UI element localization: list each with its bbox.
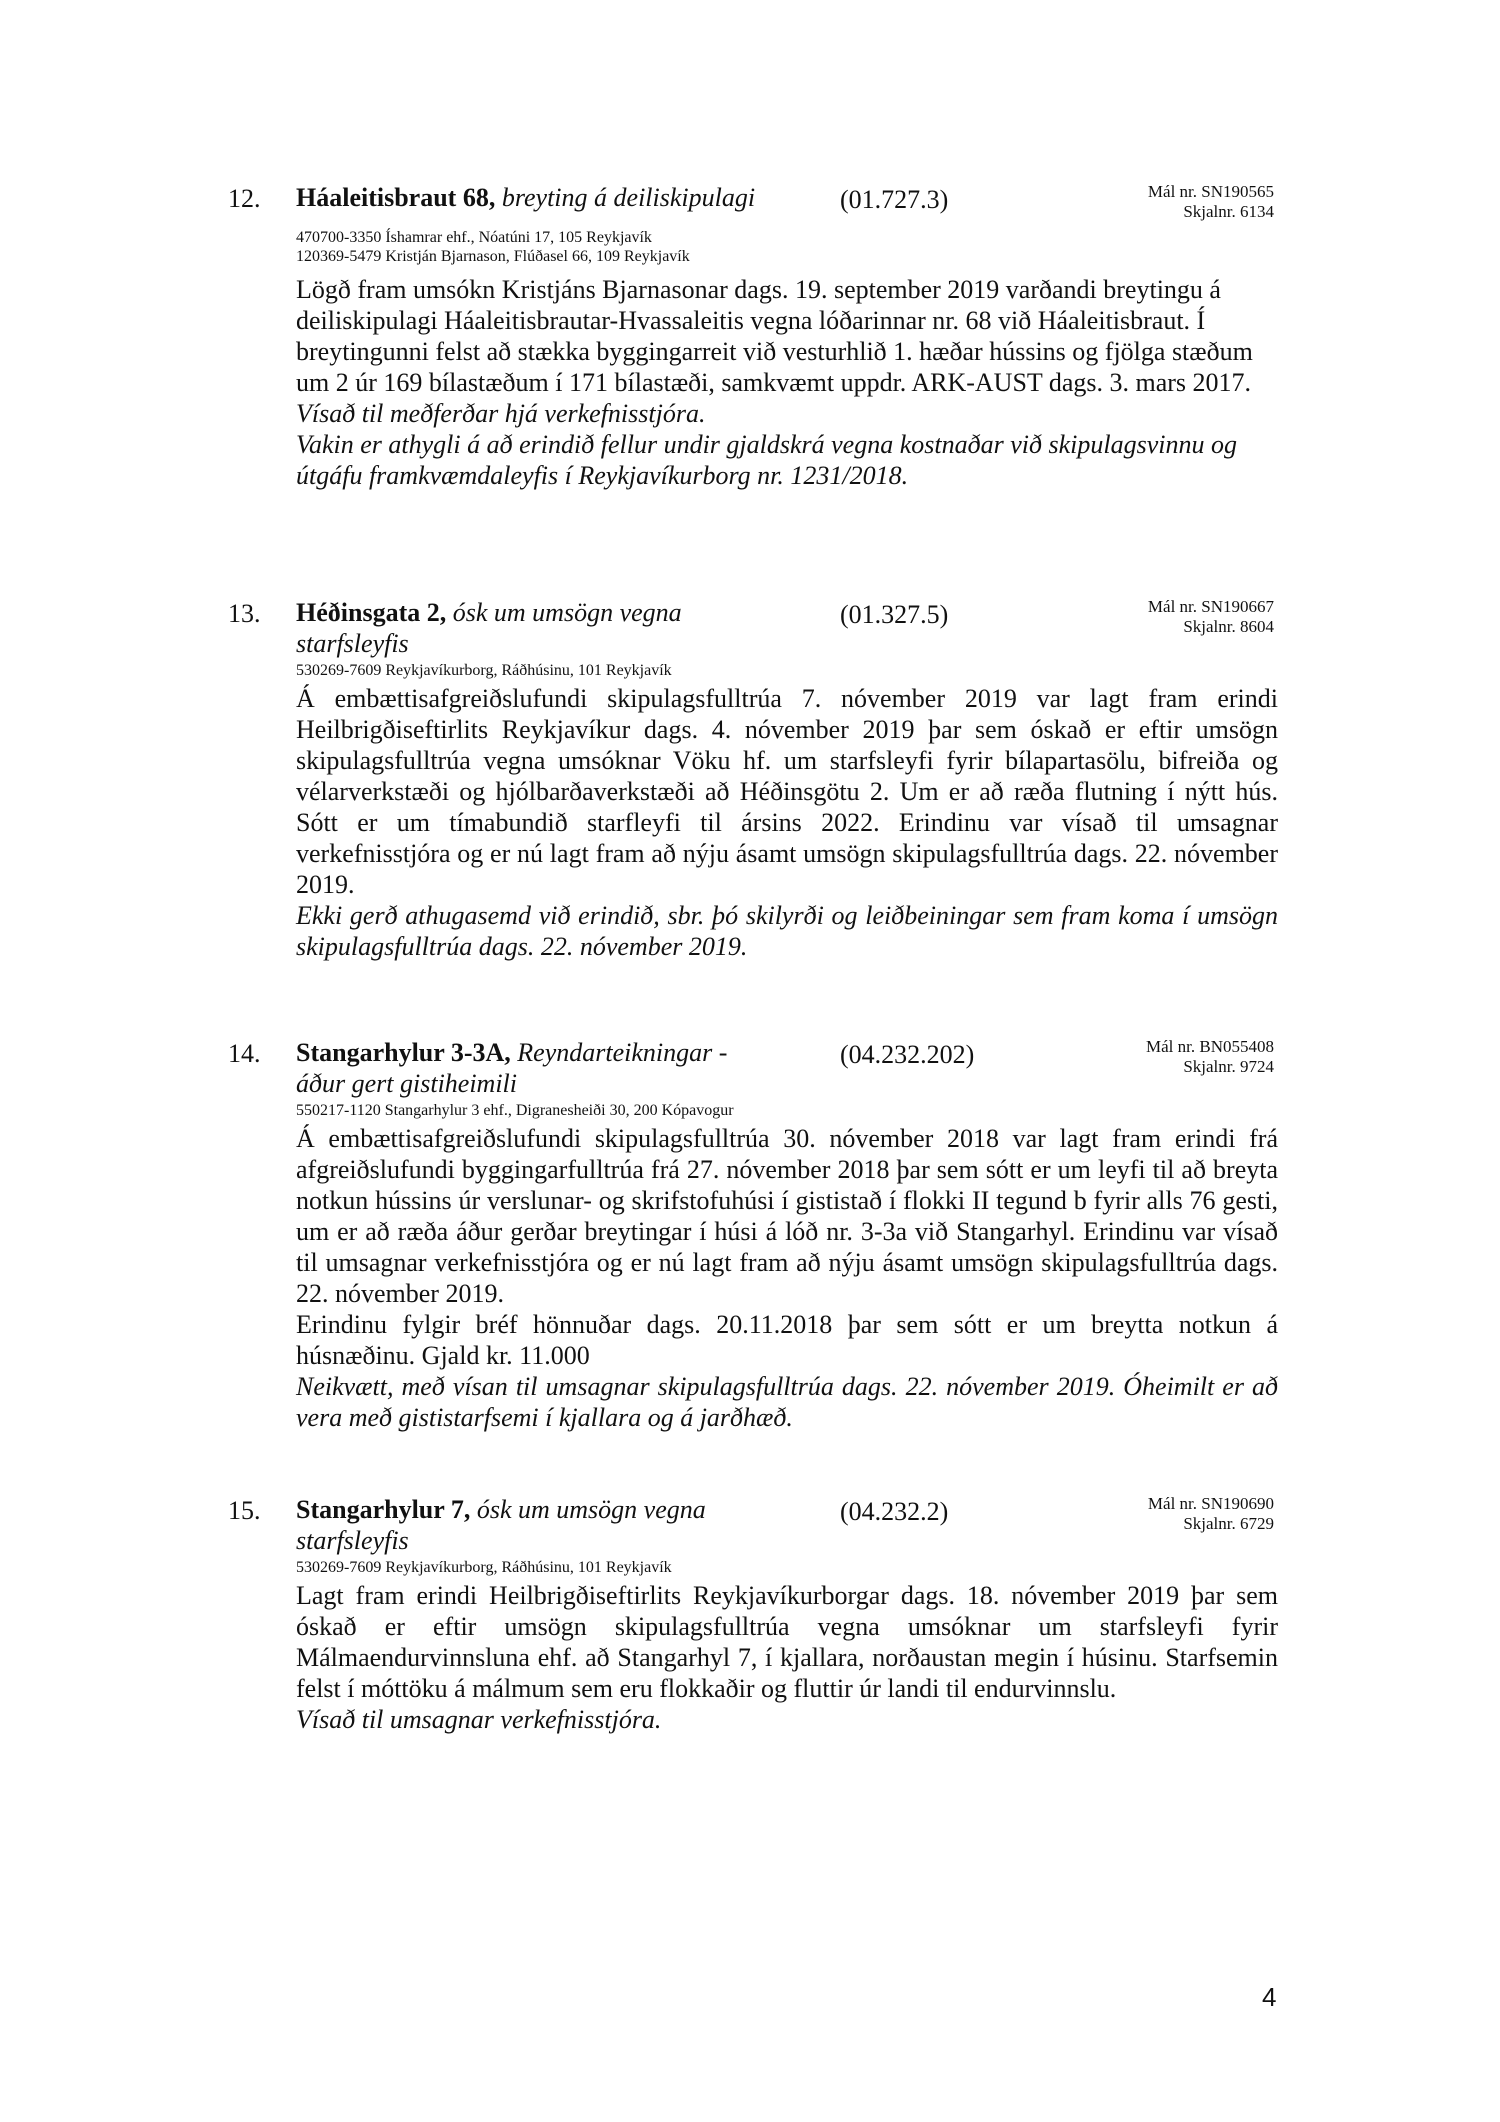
decision-text: Ekki gerð athugasemd við erindið, sbr. þó skilyrði og leiðbeiningar sem fram koma í umsögn skipulagsfulltrúa dags. 22. nóvember 2019.	[296, 901, 1278, 961]
decision-text: Vísað til umsagnar verkefnisstjóra.	[296, 1705, 662, 1734]
item-body	[296, 274, 1278, 491]
item-number: 12.	[228, 184, 261, 213]
party-line: 530269-7609 Reykjavíkurborg, Ráðhúsinu, 101 Reykjavík	[296, 1559, 672, 1576]
parties	[296, 661, 672, 680]
item-subtitle: breyting á deiliskipulagi	[501, 183, 756, 212]
item-number: 15.	[228, 1496, 261, 1525]
item-subtitle: ósk um umsögn vegna starfsleyfis	[296, 598, 682, 658]
item-body	[296, 1123, 1278, 1433]
case-number: Mál nr. SN190690	[1147, 1494, 1274, 1513]
case-references	[1148, 597, 1274, 637]
decision-text: Vísað til meðferðar hjá verkefnisstjóra.	[296, 399, 706, 428]
body-paragraph: Á embættisafgreiðslufundi skipulagsfulltrúa 7. nóvember 2019 var lagt fram erindi Heilbrigðiseftirlits Reykjavíkur dags. 4. nóvember 2019 þar sem óskað er eftir umsögn skipulagsfulltrúa vegna umsóknar Vöku hf. um starfsleyfi fyrir bílapartasölu, bifreiða og vélarverkstæði og hjólbarðaverkstæði að Héðinsgötu 2. Um er að ræða flutning í nýtt hús. Sótt er um tímabundið starfleyfi til ársins 2022. Erindinu var vísað til umsagnar verkefnisstjóra og er nú lagt fram að nýju ásamt umsögn skipulagsfulltrúa dags. 22. nóvember 2019.	[296, 684, 1278, 899]
item-body	[296, 683, 1278, 962]
party-line: 120369-5479 Kristján Bjarnason, Flúðasel 66, 109 Reykjavík	[296, 248, 690, 265]
parties	[296, 228, 690, 266]
party-line: 470700-3350 Íshamrar ehf., Nóatúni 17, 105 Reykjavík	[296, 229, 652, 246]
item-title: Stangarhylur 3-3A,	[296, 1038, 511, 1067]
body-paragraph: Á embættisafgreiðslufundi skipulagsfulltrúa 30. nóvember 2018 var lagt fram erindi frá afgreiðslufundi byggingarfulltrúa frá 27. nóvember 2018 þar sem sótt er um leyfi til að breyta notkun hússins úr verslunar- og skrifstofuhúsi í gististað í flokki II tegund b fyrir alls 76 gesti, um er að ræða áður gerðar breytingar í húsi á lóð nr. 3-3a við Stangarhyl. Erindinu var vísað til umsagnar verkefnisstjóra og er nú lagt fram að nýju ásamt umsögn skipulagsfulltrúa dags. 22. nóvember 2019.	[296, 1124, 1278, 1308]
parties	[296, 1101, 734, 1120]
land-code: (04.232.2)	[840, 1497, 949, 1526]
case-number: Mál nr. BN055408	[1146, 1037, 1274, 1056]
case-references	[1146, 1037, 1274, 1077]
document-number: Skjalnr. 8604	[1183, 617, 1274, 636]
item-title: Héðinsgata 2,	[296, 598, 447, 627]
item-body	[296, 1580, 1278, 1735]
decision-text: Neikvætt, með vísan til umsagnar skipulagsfulltrúa dags. 22. nóvember 2019. Óheimilt er að vera með gististarfsemi í kjallara og á jarðhæð.	[296, 1372, 1278, 1432]
item-title: Háaleitisbraut 68,	[296, 183, 496, 212]
party-line: 550217-1120 Stangarhylur 3 ehf., Digranesheiði 30, 200 Kópavogur	[296, 1102, 734, 1119]
body-paragraph: Lögð fram umsókn Kristjáns Bjarnasonar dags. 19. september 2019 varðandi breytingu á deiliskipulagi Háaleitisbrautar-Hvassaleitis vegna lóðarinnar nr. 68 við Háaleitisbraut. Í breytingunni felst að stækka byggingarreit við vesturhlið 1. hæðar hússins og fjölga stæðum um 2 úr 169 bílastæðum í 171 bílastæði, samkvæmt uppdr. ARK-AUST dags. 3. mars 2017.	[296, 275, 1253, 397]
item-heading	[296, 182, 856, 213]
body-paragraph: Erindinu fylgir bréf hönnuðar dags. 20.11.2018 þar sem sótt er um breytta notkun á húsnæðinu. Gjald kr. 11.000	[296, 1310, 1278, 1370]
document-number: Skjalnr. 9724	[1183, 1057, 1274, 1076]
decision-text: Vakin er athygli á að erindið fellur undir gjaldskrá vegna kostnaðar við skipulagsvinnu og útgáfu framkvæmdaleyfis í Reykjavíkurborg nr. 1231/2018.	[296, 430, 1237, 490]
item-title: Stangarhylur 7,	[296, 1495, 471, 1524]
land-code: (01.327.5)	[840, 600, 949, 629]
item-number: 14.	[228, 1039, 261, 1068]
item-subtitle: ósk um umsögn vegna starfsleyfis	[296, 1495, 706, 1555]
land-code: (01.727.3)	[840, 185, 949, 214]
case-number: Mál nr. SN190565	[1147, 182, 1274, 201]
case-references	[1148, 182, 1274, 222]
item-subtitle: Reyndarteikningar - áður gert gistiheimili	[296, 1038, 728, 1098]
land-code: (04.232.202)	[840, 1040, 975, 1069]
document-number: Skjalnr. 6729	[1183, 1514, 1274, 1533]
body-paragraph: Lagt fram erindi Heilbrigðiseftirlits Reykjavíkurborgar dags. 18. nóvember 2019 þar sem óskað er eftir umsögn skipulagsfulltrúa vegna umsóknar um starfsleyfi fyrir Málmaendurvinnsluna ehf. að Stangarhyl 7, í kjallara, norðaustan megin í húsinu. Starfsemin felst í móttöku á málmum sem eru flokkaðir og fluttir úr landi til endurvinnslu.	[296, 1581, 1278, 1703]
page-number: 4	[1262, 1982, 1277, 2012]
case-references	[1148, 1494, 1274, 1534]
item-heading	[296, 597, 766, 659]
item-heading	[296, 1494, 766, 1556]
party-line: 530269-7609 Reykjavíkurborg, Ráðhúsinu, 101 Reykjavík	[296, 662, 672, 679]
parties	[296, 1558, 672, 1577]
item-heading	[296, 1037, 776, 1099]
case-number: Mál nr. SN190667	[1147, 597, 1274, 616]
document-number: Skjalnr. 6134	[1183, 202, 1274, 221]
item-number: 13.	[228, 599, 261, 628]
